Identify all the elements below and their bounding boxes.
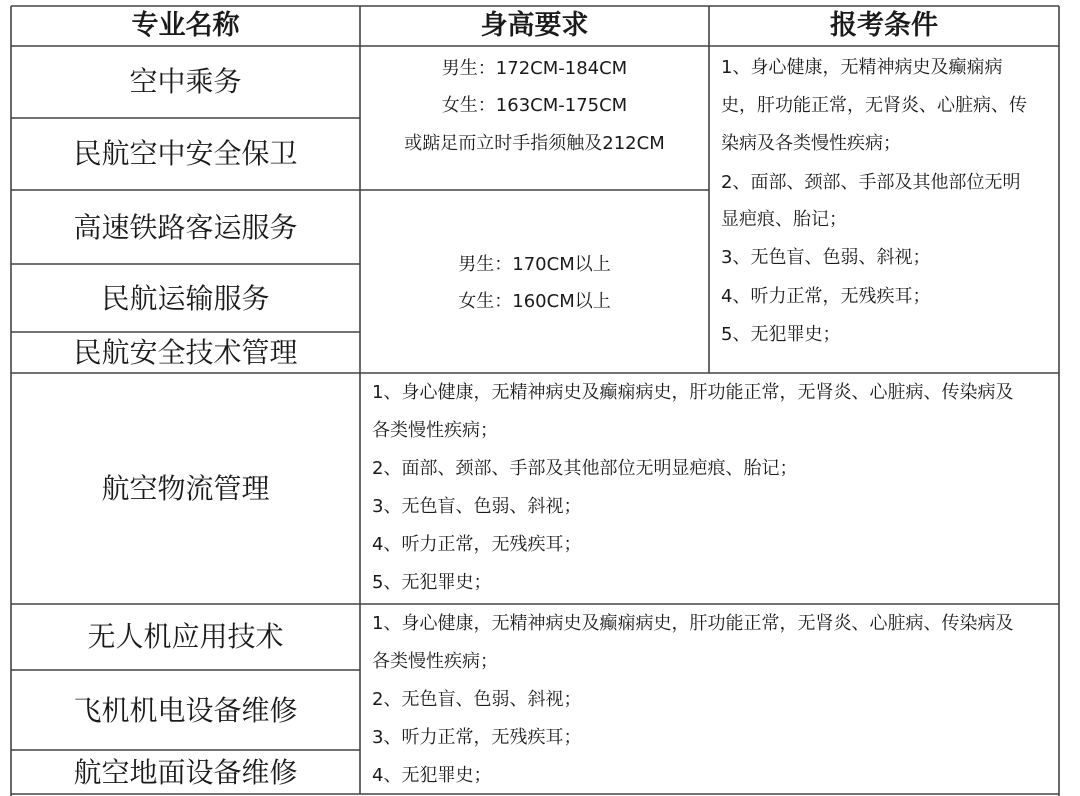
condition-line: 1、身心健康，无精神病史及癫痫病 bbox=[721, 57, 1003, 78]
major-name: 民航空中安全保卫 bbox=[73, 137, 298, 170]
condition-line: 4、无犯罪史； bbox=[372, 765, 492, 786]
major-name: 高速铁路客运服务 bbox=[73, 211, 298, 244]
condition-line: 染病及各类慢性疾病； bbox=[721, 133, 901, 154]
header-conditions: 报考条件 bbox=[830, 10, 938, 41]
condition-line: 4、听力正常，无残疾耳； bbox=[372, 534, 582, 555]
condition-line: 3、无色盲、色弱、斜视； bbox=[721, 247, 931, 268]
condition-line: 1、身心健康，无精神病史及癫痫病史，肝功能正常，无肾炎、心脏病、传染病及 bbox=[372, 382, 1014, 403]
condition-line: 3、无色盲、色弱、斜视； bbox=[372, 496, 582, 517]
major-name: 空中乘务 bbox=[129, 65, 242, 98]
height-req-line: 女生：160CM以上 bbox=[458, 291, 611, 312]
height-req-line: 男生：172CM-184CM bbox=[441, 58, 628, 79]
header-major: 专业名称 bbox=[131, 10, 240, 41]
height-req-line: 或踮足而立时手指须触及212CM bbox=[404, 133, 665, 154]
condition-line: 各类慢性疾病； bbox=[372, 420, 498, 441]
height-req-line: 男生：170CM以上 bbox=[458, 254, 611, 275]
condition-line: 2、面部、颈部、手部及其他部位无明 bbox=[721, 172, 1021, 193]
major-name: 航空地面设备维修 bbox=[73, 756, 298, 789]
condition-line: 1、身心健康，无精神病史及癫痫病史，肝功能正常，无肾炎、心脏病、传染病及 bbox=[372, 613, 1014, 634]
condition-line: 4、听力正常，无残疾耳； bbox=[721, 286, 931, 307]
major-name: 民航运输服务 bbox=[101, 282, 270, 315]
major-name: 无人机应用技术 bbox=[87, 620, 284, 653]
condition-line: 显疤痕、胎记； bbox=[721, 209, 847, 230]
header-height: 身高要求 bbox=[480, 10, 589, 41]
condition-line: 5、无犯罪史； bbox=[372, 572, 492, 593]
height-req-line: 女生：163CM-175CM bbox=[441, 95, 628, 116]
major-name: 飞机机电设备维修 bbox=[73, 694, 298, 727]
condition-line: 5、无犯罪史； bbox=[721, 324, 841, 345]
major-name: 航空物流管理 bbox=[101, 472, 270, 505]
condition-line: 3、听力正常，无残疾耳； bbox=[372, 727, 582, 748]
condition-line: 各类慢性疾病； bbox=[372, 651, 498, 672]
condition-line: 2、面部、颈部、手部及其他部位无明显疤痕、胎记； bbox=[372, 458, 798, 479]
condition-line: 史，肝功能正常，无肾炎、心脏病、传 bbox=[721, 95, 1027, 116]
condition-line: 2、无色盲、色弱、斜视； bbox=[372, 689, 582, 710]
major-name: 民航安全技术管理 bbox=[73, 336, 298, 369]
